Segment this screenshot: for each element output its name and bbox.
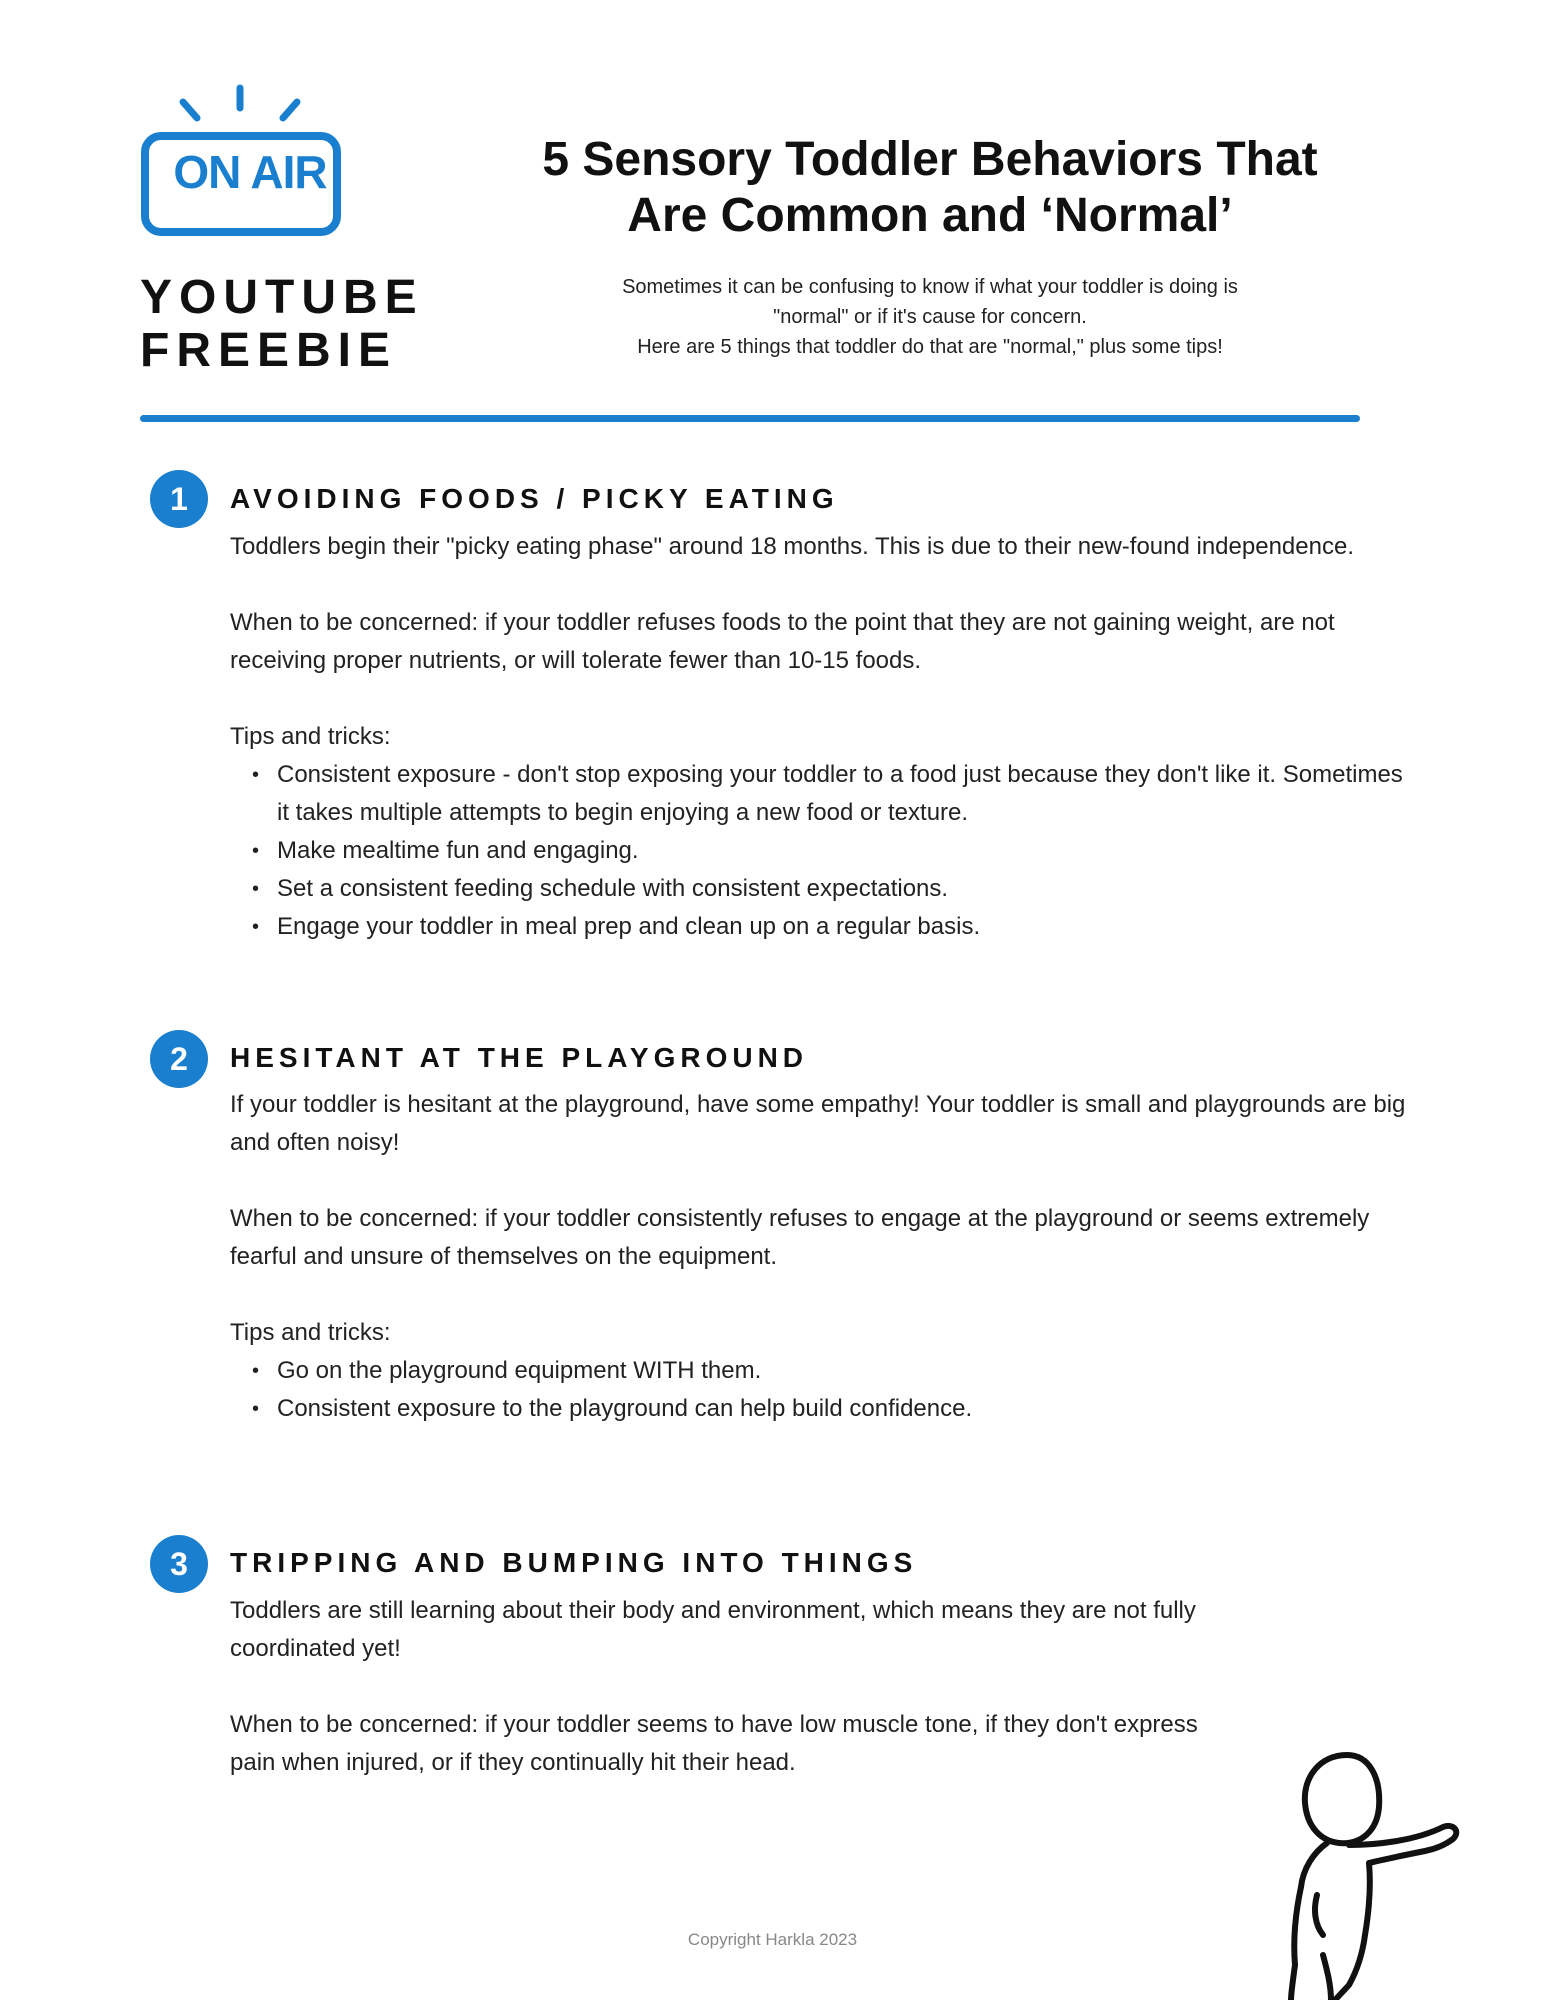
page-title [450,132,1410,244]
section-description: Toddlers are still learning about their body and environment, which means they are not fully coordinated yet! [230,1597,1196,1662]
list-item: • Make mealtime fun and engaging. [230,832,1410,870]
intro-line-1: Sometimes it can be confusing to know if what your toddler is doing is [622,276,1238,298]
tips-list [230,1352,1410,1428]
list-item: • Set a consistent feeding schedule with consistent expectations. [230,870,1410,908]
section-heading: AVOIDING FOODS / PICKY EATING [230,483,839,514]
list-item: • Engage your toddler in meal prep and clean up on a regular basis. [230,908,1410,946]
intro-line-2: "normal" or if it's cause for concern. [773,306,1087,328]
title-line-1: 5 Sensory Toddler Behaviors That [542,133,1318,186]
section-description: If your toddler is hesitant at the playground, have some empathy! Your toddler is small and playgrounds are big and often noisy! [230,1091,1406,1156]
header-divider [140,415,1360,422]
section-concern: When to be concerned: if your toddler seems to have low muscle tone, if they don't express pain when injured, or if they continually hit their head. [230,1711,1198,1776]
toddler-walking-icon [1265,1745,1475,2000]
section-number-badge: 3 [150,1535,208,1593]
section-number-badge: 2 [150,1030,208,1088]
list-item: • Go on the playground equipment WITH them. [230,1352,1410,1390]
tips-label: Tips and tricks: [230,1319,391,1346]
section-concern: When to be concerned: if your toddler consistently refuses to engage at the playground or seems extremely fearful and unsure of themselves on the equipment. [230,1205,1370,1270]
tips-list [230,756,1410,946]
section-heading: HESITANT AT THE PLAYGROUND [230,1042,809,1073]
section-number-badge: 1 [150,470,208,528]
list-item: • Consistent exposure to the playground can help build confidence. [230,1390,1410,1428]
on-air-label: ON AIR [173,146,327,198]
freebie-tag: FREEBIE [140,324,398,377]
tips-label: Tips and tricks: [230,723,391,750]
section-concern: When to be concerned: if your toddler refuses foods to the point that they are not gaining weight, are not receiving proper nutrients, or will tolerate fewer than 10-15 foods. [230,609,1335,674]
copyright-text: Copyright Harkla 2023 [687,1930,858,1949]
youtube-tag: YOUTUBE [140,271,424,324]
intro-text [520,272,1340,362]
list-item: • Consistent exposure - don't stop exposing your toddler to a food just because they don't like it. Sometimes it takes multiple attempts to begin enjoying a new food or texture. [230,756,1410,832]
section-heading: TRIPPING AND BUMPING INTO THINGS [230,1547,918,1578]
title-line-2: Are Common and ‘Normal’ [627,189,1233,242]
section-description: Toddlers begin their "picky eating phase" around 18 months. This is due to their new-found independence. [230,533,1354,560]
intro-line-3: Here are 5 things that toddler do that are "normal," plus some tips! [637,336,1223,358]
